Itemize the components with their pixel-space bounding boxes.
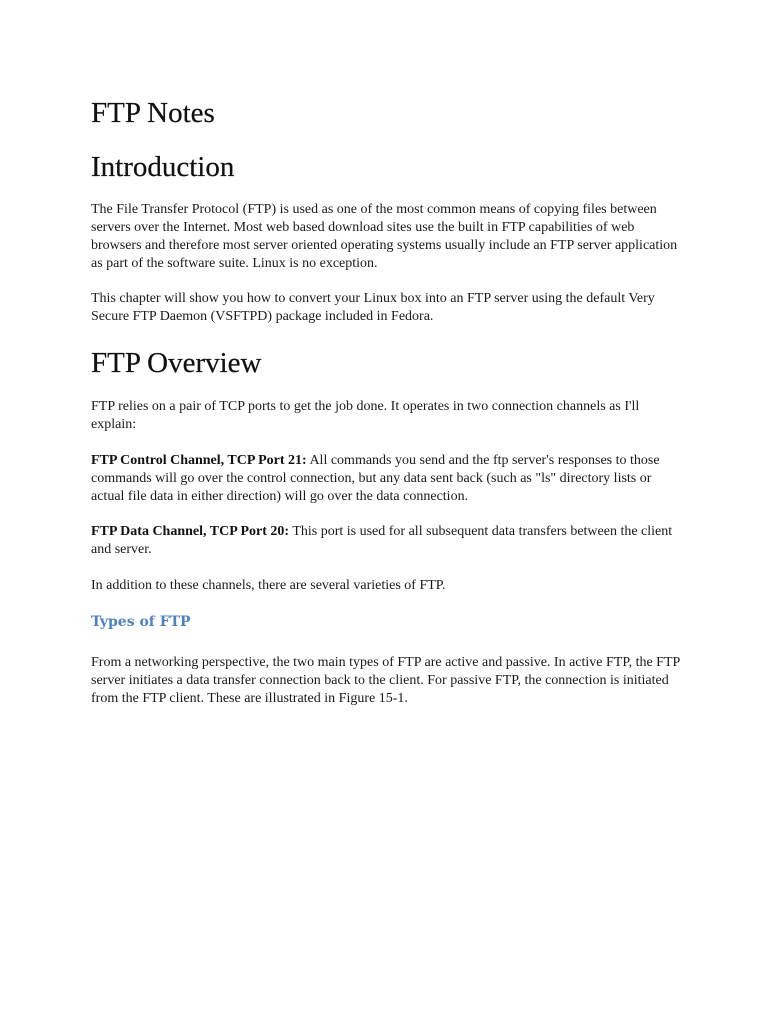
control-channel-label: FTP Control Channel, TCP Port 21:: [91, 453, 307, 468]
control-channel-paragraph: [91, 452, 683, 506]
types-of-ftp-heading: Types of FTP: [91, 614, 191, 630]
types-paragraph: From a networking perspective, the two main types of FTP are active and passive. In active FTP, the FTP server initiates a data transfer connection back to the client. For passive FTP, the connection is initiated from the FTP client. These are illustrated in Figure 15-1.: [91, 655, 680, 706]
introduction-paragraph-1: The File Transfer Protocol (FTP) is used as one of the most common means of copying files between servers over the Internet. Most web based download sites use the built in FTP capabilities of web browsers and therefore most server oriented operating systems usually include an FTP server application as part of the software suite. Linux is no exception.: [91, 202, 678, 271]
overview-paragraph-4: In addition to these channels, there are several varieties of FTP.: [91, 578, 446, 593]
data-channel-text: This port is used for all subsequent data transfers between the client and server.: [91, 524, 673, 557]
data-channel-paragraph: [91, 523, 683, 559]
introduction-heading: Introduction: [91, 151, 235, 183]
overview-paragraph-1: FTP relies on a pair of TCP ports to get the job done. It operates in two connection channels as I'll explain:: [91, 399, 640, 432]
control-channel-text: All commands you send and the ftp server's responses to those commands will go over the control connection, but any data sent back (such as "ls" directory lists or actual file data in either direction) will go over the data connection.: [91, 453, 660, 504]
document-title: FTP Notes: [91, 97, 215, 129]
introduction-paragraph-2: This chapter will show you how to convert your Linux box into an FTP server using the default Very Secure FTP Daemon (VSFTPD) package included in Fedora.: [91, 291, 655, 324]
data-channel-label: FTP Data Channel, TCP Port 20:: [91, 524, 290, 539]
overview-heading: FTP Overview: [91, 347, 262, 379]
